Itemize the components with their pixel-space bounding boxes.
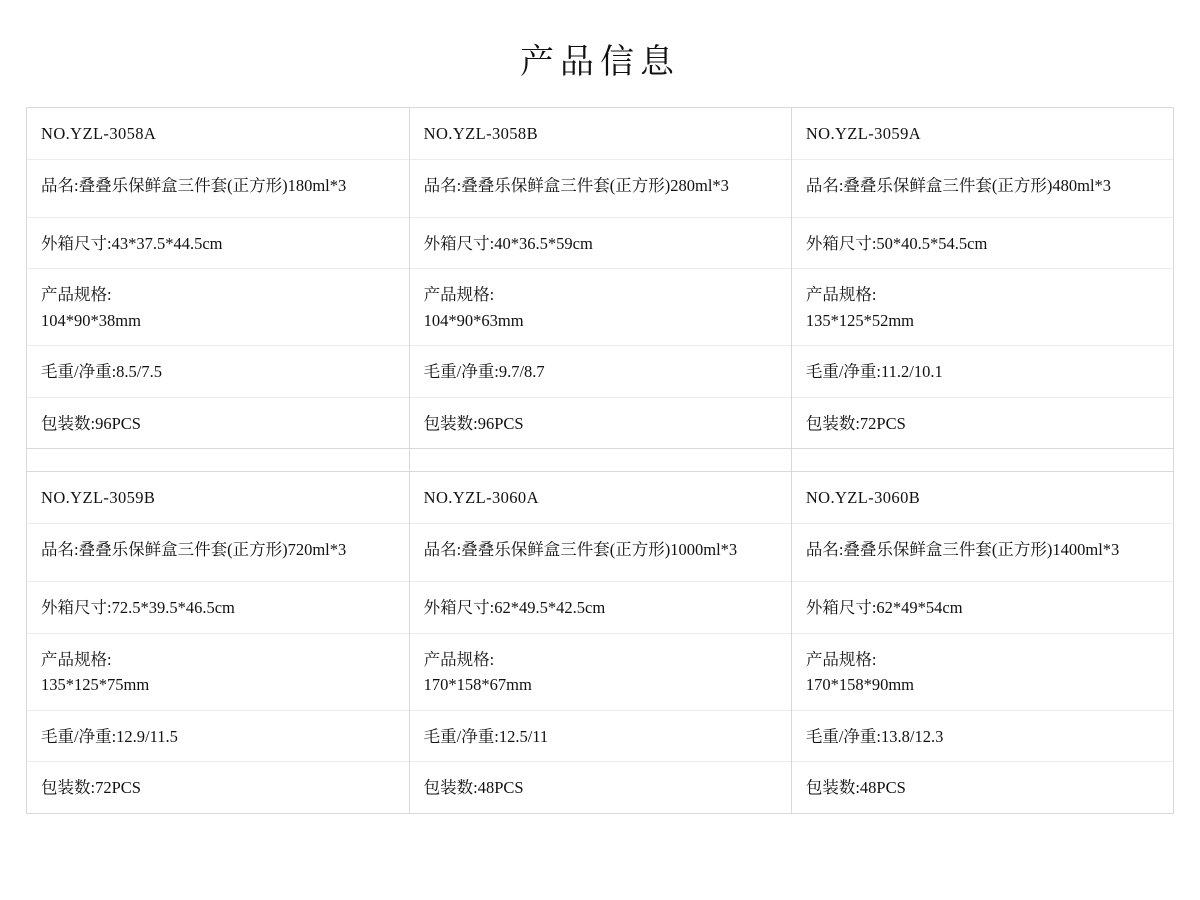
product-weight: 毛重/净重:13.8/12.3	[792, 711, 1173, 763]
product-packing: 包装数:48PCS	[423, 778, 524, 798]
product-carton-size: 外箱尺寸:72.5*39.5*46.5cm	[27, 582, 409, 634]
product-cell	[791, 108, 1173, 449]
product-spec-label: 产品规格:	[423, 285, 495, 305]
product-spec	[410, 269, 791, 346]
product-table-wrap	[26, 107, 1174, 814]
product-carton-size: 外箱尺寸:62*49.5*42.5cm	[410, 582, 791, 634]
product-name: 品名:叠叠乐保鲜盒三件套(正方形)1000ml*3	[410, 524, 791, 582]
product-name: 品名:叠叠乐保鲜盒三件套(正方形)480ml*3	[792, 160, 1173, 218]
page-title: 产品信息	[520, 44, 680, 81]
product-cell	[27, 108, 409, 449]
product-spec-value: 170*158*67mm	[423, 675, 532, 695]
product-spec-value: 170*158*90mm	[805, 675, 914, 695]
product-cell	[27, 472, 409, 813]
table-separator-cell	[791, 449, 1173, 472]
product-packing: 包装数:72PCS	[41, 778, 141, 798]
product-packing: 包装数:72PCS	[805, 413, 906, 433]
product-spec	[792, 269, 1173, 346]
product-cell	[791, 472, 1173, 813]
product-spec-label: 产品规格:	[805, 285, 877, 305]
table-separator-cell	[409, 449, 791, 472]
product-cell	[409, 472, 791, 813]
product-spec-value: 135*125*75mm	[41, 675, 150, 695]
product-name: 品名:叠叠乐保鲜盒三件套(正方形)1400ml*3	[792, 524, 1173, 582]
product-weight: 毛重/净重:8.5/7.5	[27, 346, 409, 398]
product-spec-value: 135*125*52mm	[805, 310, 914, 330]
product-weight: 毛重/净重:12.5/11	[410, 711, 791, 763]
table-separator-row	[27, 449, 1174, 472]
product-packing: 包装数:48PCS	[805, 778, 906, 798]
product-packing: 包装数:96PCS	[41, 413, 141, 433]
product-no: NO.YZL-3058B	[410, 108, 791, 160]
product-weight: 毛重/净重:11.2/10.1	[792, 346, 1173, 398]
product-no: NO.YZL-3060B	[792, 472, 1173, 524]
product-spec-value: 104*90*38mm	[41, 310, 141, 330]
product-spec-value: 104*90*63mm	[423, 310, 524, 330]
product-no: NO.YZL-3059A	[792, 108, 1173, 160]
product-no: NO.YZL-3060A	[410, 472, 791, 524]
product-spec	[792, 634, 1173, 711]
product-name: 品名:叠叠乐保鲜盒三件套(正方形)280ml*3	[410, 160, 791, 218]
table-row	[27, 108, 1174, 449]
product-spec-label: 产品规格:	[41, 285, 112, 305]
product-spec	[27, 269, 409, 346]
table-separator-cell	[27, 449, 409, 472]
product-spec-label: 产品规格:	[805, 649, 877, 669]
product-name: 品名:叠叠乐保鲜盒三件套(正方形)720ml*3	[27, 524, 409, 582]
product-no: NO.YZL-3059B	[27, 472, 409, 524]
product-cell	[409, 108, 791, 449]
product-spec	[410, 634, 791, 711]
product-name: 品名:叠叠乐保鲜盒三件套(正方形)180ml*3	[27, 160, 409, 218]
table-row	[27, 472, 1174, 813]
product-weight: 毛重/净重:9.7/8.7	[410, 346, 791, 398]
product-spec-label: 产品规格:	[41, 649, 112, 669]
product-no: NO.YZL-3058A	[27, 108, 409, 160]
product-packing: 包装数:96PCS	[423, 413, 524, 433]
product-carton-size: 外箱尺寸:50*40.5*54.5cm	[792, 218, 1173, 270]
product-table	[27, 108, 1174, 814]
product-carton-size: 外箱尺寸:43*37.5*44.5cm	[27, 218, 409, 270]
product-weight: 毛重/净重:12.9/11.5	[27, 711, 409, 763]
product-spec	[27, 634, 409, 711]
product-carton-size: 外箱尺寸:40*36.5*59cm	[410, 218, 791, 270]
product-carton-size: 外箱尺寸:62*49*54cm	[792, 582, 1173, 634]
product-spec-label: 产品规格:	[423, 649, 495, 669]
